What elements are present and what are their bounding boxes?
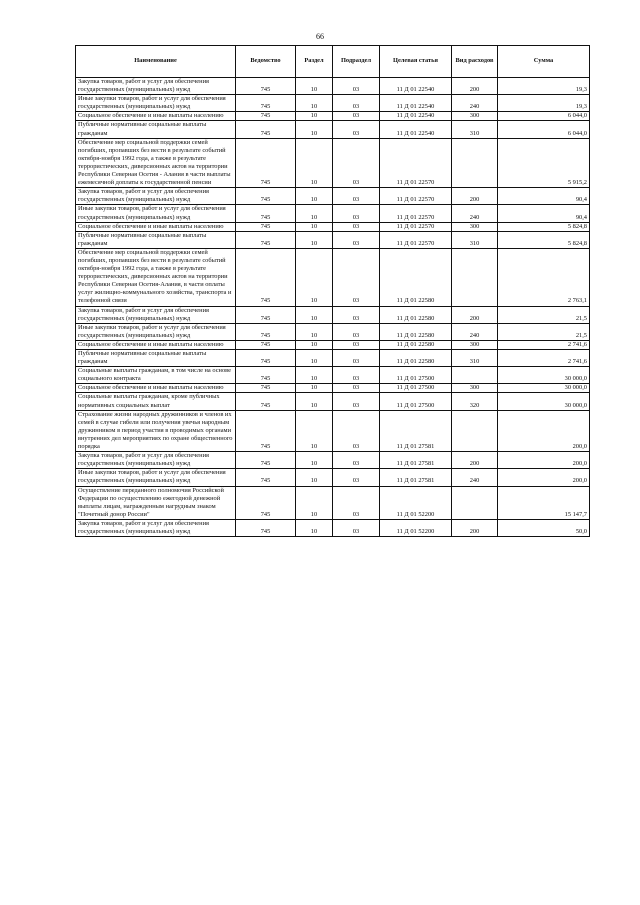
cell-amount: 5 915,2 [498,138,590,188]
cell-section: 10 [296,469,333,486]
cell-amount: 2 763,1 [498,248,590,306]
cell-amount: 5 824,8 [498,231,590,248]
cell-target: 11 Д 01 22570 [380,188,452,205]
table-row [76,340,590,349]
cell-subsection: 03 [333,340,380,349]
cell-subsection: 03 [333,121,380,138]
header-amount: Сумма [498,46,590,78]
cell-expense-type: 240 [452,469,498,486]
cell-subsection: 03 [333,452,380,469]
cell-name: Публичные нормативные социальные выплаты гражданам [76,121,236,138]
cell-expense-type: 300 [452,384,498,393]
header-expense-type: Вид расходов [452,46,498,78]
cell-expense-type: 200 [452,188,498,205]
cell-subsection: 03 [333,486,380,519]
cell-section: 10 [296,138,333,188]
cell-ministry: 745 [236,205,296,222]
cell-target: 11 Д 01 27581 [380,410,452,451]
cell-target: 11 Д 01 27581 [380,452,452,469]
cell-expense-type [452,410,498,451]
table-row [76,393,590,410]
cell-expense-type: 300 [452,340,498,349]
table-row [76,306,590,323]
cell-amount: 21,5 [498,323,590,340]
header-section: Раздел [296,46,333,78]
table-row [76,410,590,451]
cell-amount: 6 044,0 [498,112,590,121]
cell-ministry: 745 [236,306,296,323]
header-name: Наименование [76,46,236,78]
cell-target: 11 Д 01 22570 [380,231,452,248]
table-row [76,188,590,205]
cell-target: 11 Д 01 22540 [380,112,452,121]
cell-target: 11 Д 01 22580 [380,350,452,367]
cell-ministry: 745 [236,519,296,536]
cell-subsection: 03 [333,410,380,451]
cell-name: Обеспечение мер социальной поддержки семей погибших, пропавших без вести в результате событий октября-ноября 1992 года, а также в результате террористических, диверсионных актов на территории Республики Северная Осетия-Алания, в части оплаты услуг жилищно-коммунального хозяйства, транспорта и телефонной связи [76,248,236,306]
cell-amount: 15 147,7 [498,486,590,519]
cell-amount: 200,0 [498,452,590,469]
table-header-row [76,46,590,78]
cell-target: 11 Д 01 27500 [380,384,452,393]
table-row [76,384,590,393]
cell-subsection: 03 [333,393,380,410]
table-row [76,138,590,188]
table-row [76,248,590,306]
cell-name: Публичные нормативные социальные выплаты гражданам [76,231,236,248]
cell-section: 10 [296,95,333,112]
cell-ministry: 745 [236,367,296,384]
cell-ministry: 745 [236,384,296,393]
cell-expense-type: 200 [452,519,498,536]
cell-amount: 30 000,0 [498,367,590,384]
cell-subsection: 03 [333,231,380,248]
cell-subsection: 03 [333,469,380,486]
cell-amount: 19,3 [498,95,590,112]
cell-expense-type: 200 [452,452,498,469]
cell-section: 10 [296,205,333,222]
cell-expense-type: 200 [452,306,498,323]
cell-name: Социальное обеспечение и иные выплаты населению [76,112,236,121]
cell-target: 11 Д 01 27581 [380,469,452,486]
cell-ministry: 745 [236,231,296,248]
cell-ministry: 745 [236,486,296,519]
cell-name: Социальное обеспечение и иные выплаты населению [76,222,236,231]
cell-subsection: 03 [333,205,380,222]
cell-ministry: 745 [236,222,296,231]
cell-section: 10 [296,112,333,121]
cell-section: 10 [296,121,333,138]
cell-expense-type: 300 [452,222,498,231]
cell-section: 10 [296,384,333,393]
cell-ministry: 745 [236,248,296,306]
budget-table [75,45,590,537]
cell-expense-type: 200 [452,78,498,95]
cell-name: Закупка товаров, работ и услуг для обеспечения государственных (муниципальных) нужд [76,452,236,469]
cell-section: 10 [296,248,333,306]
cell-name: Социальные выплаты гражданам, в том числе на основе социального контракта [76,367,236,384]
cell-section: 10 [296,393,333,410]
cell-section: 10 [296,486,333,519]
cell-target: 11 Д 01 52200 [380,486,452,519]
cell-target: 11 Д 01 22540 [380,121,452,138]
cell-name: Осуществление переданного полномочия Российской Федерации по осуществлению ежегодной денежной выплаты лицам, награжденным нагрудным знаком "Почетный донор России" [76,486,236,519]
cell-target: 11 Д 01 27500 [380,367,452,384]
cell-expense-type: 320 [452,393,498,410]
cell-name: Социальные выплаты гражданам, кроме публичных нормативных социальных выплат [76,393,236,410]
cell-ministry: 745 [236,78,296,95]
cell-section: 10 [296,222,333,231]
cell-ministry: 745 [236,95,296,112]
cell-subsection: 03 [333,188,380,205]
cell-ministry: 745 [236,350,296,367]
cell-section: 10 [296,231,333,248]
cell-expense-type: 310 [452,231,498,248]
cell-amount: 200,0 [498,410,590,451]
cell-amount: 19,3 [498,78,590,95]
cell-subsection: 03 [333,367,380,384]
cell-target: 11 Д 01 52200 [380,519,452,536]
cell-expense-type: 300 [452,112,498,121]
cell-target: 11 Д 01 22570 [380,138,452,188]
cell-target: 11 Д 01 22580 [380,323,452,340]
cell-target: 11 Д 01 22570 [380,222,452,231]
cell-ministry: 745 [236,340,296,349]
cell-name: Закупка товаров, работ и услуг для обеспечения государственных (муниципальных) нужд [76,306,236,323]
cell-name: Иные закупки товаров, работ и услуг для обеспечения государственных (муниципальных) нужд [76,323,236,340]
cell-name: Социальное обеспечение и иные выплаты населению [76,340,236,349]
cell-expense-type: 240 [452,95,498,112]
cell-name: Закупка товаров, работ и услуг для обеспечения государственных (муниципальных) нужд [76,78,236,95]
table-row [76,222,590,231]
cell-name: Закупка товаров, работ и услуг для обеспечения государственных (муниципальных) нужд [76,519,236,536]
cell-target: 11 Д 01 22580 [380,306,452,323]
cell-name: Иные закупки товаров, работ и услуг для обеспечения государственных (муниципальных) нужд [76,469,236,486]
cell-name: Социальное обеспечение и иные выплаты населению [76,384,236,393]
cell-subsection: 03 [333,78,380,95]
cell-section: 10 [296,350,333,367]
cell-amount: 6 044,0 [498,121,590,138]
cell-subsection: 03 [333,323,380,340]
cell-amount: 5 824,8 [498,222,590,231]
cell-section: 10 [296,410,333,451]
cell-amount: 30 000,0 [498,384,590,393]
cell-section: 10 [296,340,333,349]
cell-name: Иные закупки товаров, работ и услуг для обеспечения государственных (муниципальных) нужд [76,95,236,112]
table-row [76,112,590,121]
table-row [76,205,590,222]
cell-target: 11 Д 01 27500 [380,393,452,410]
table-body [76,78,590,537]
cell-section: 10 [296,78,333,95]
cell-subsection: 03 [333,95,380,112]
cell-expense-type [452,367,498,384]
cell-subsection: 03 [333,519,380,536]
cell-amount: 90,4 [498,188,590,205]
cell-expense-type [452,248,498,306]
table-row [76,78,590,95]
cell-name: Обеспечение мер социальной поддержки семей погибших, пропавших без вести в результате событий октября-ноября 1992 года, а также в результате террористических, диверсионных актов на территории Республики Северная Осетия - Алания в части выплаты ежемесячной доплаты к государственной пенсии [76,138,236,188]
cell-target: 11 Д 01 22580 [380,248,452,306]
cell-ministry: 745 [236,112,296,121]
cell-ministry: 745 [236,323,296,340]
cell-ministry: 745 [236,452,296,469]
cell-expense-type: 240 [452,323,498,340]
cell-expense-type: 310 [452,350,498,367]
cell-expense-type: 240 [452,205,498,222]
cell-target: 11 Д 01 22570 [380,205,452,222]
table-row [76,231,590,248]
table-row [76,519,590,536]
table-row [76,469,590,486]
cell-section: 10 [296,519,333,536]
cell-name: Иные закупки товаров, работ и услуг для обеспечения государственных (муниципальных) нужд [76,205,236,222]
cell-section: 10 [296,452,333,469]
cell-name: Страхование жизни народных дружинников и членов их семей в случае гибели или получения увечья народным дружинником в период участия в проводимых органами внутренних дел мероприятиях по охране общественного порядка [76,410,236,451]
cell-section: 10 [296,188,333,205]
table-row [76,367,590,384]
cell-amount: 200,0 [498,469,590,486]
cell-ministry: 745 [236,410,296,451]
cell-amount: 30 000,0 [498,393,590,410]
cell-target: 11 Д 01 22540 [380,78,452,95]
table-row [76,95,590,112]
cell-amount: 21,5 [498,306,590,323]
table-row [76,121,590,138]
cell-name: Публичные нормативные социальные выплаты гражданам [76,350,236,367]
cell-expense-type: 310 [452,121,498,138]
cell-expense-type [452,138,498,188]
cell-name: Закупка товаров, работ и услуг для обеспечения государственных (муниципальных) нужд [76,188,236,205]
cell-subsection: 03 [333,248,380,306]
table-row [76,486,590,519]
cell-subsection: 03 [333,384,380,393]
cell-ministry: 745 [236,188,296,205]
cell-section: 10 [296,323,333,340]
cell-ministry: 745 [236,138,296,188]
table-row [76,350,590,367]
cell-subsection: 03 [333,306,380,323]
cell-target: 11 Д 01 22540 [380,95,452,112]
cell-target: 11 Д 01 22580 [380,340,452,349]
table-row [76,323,590,340]
header-subsection: Подраздел [333,46,380,78]
cell-amount: 2 741,6 [498,340,590,349]
cell-amount: 2 741,6 [498,350,590,367]
page-number: 66 [316,32,324,41]
cell-ministry: 745 [236,393,296,410]
cell-amount: 50,0 [498,519,590,536]
cell-amount: 90,4 [498,205,590,222]
table-row [76,452,590,469]
cell-subsection: 03 [333,138,380,188]
header-target: Целевая статья [380,46,452,78]
cell-expense-type [452,486,498,519]
header-ministry: Ведомство [236,46,296,78]
cell-section: 10 [296,367,333,384]
cell-section: 10 [296,306,333,323]
cell-subsection: 03 [333,222,380,231]
cell-ministry: 745 [236,121,296,138]
cell-subsection: 03 [333,350,380,367]
cell-ministry: 745 [236,469,296,486]
cell-subsection: 03 [333,112,380,121]
